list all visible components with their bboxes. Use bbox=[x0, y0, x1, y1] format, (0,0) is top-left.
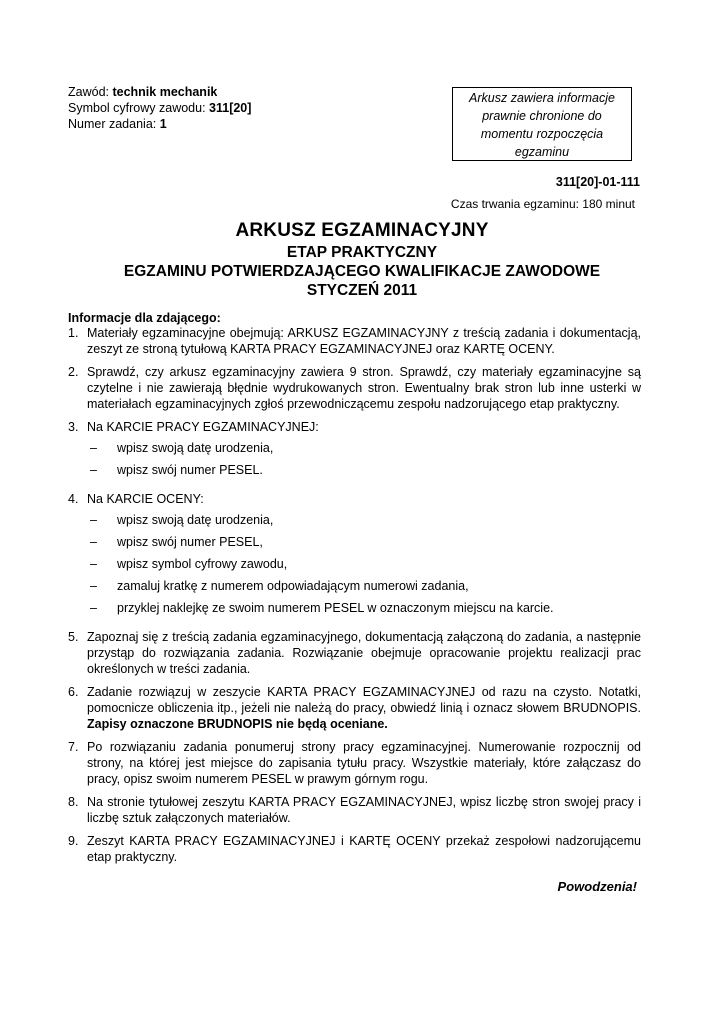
task-value: 1 bbox=[159, 117, 167, 131]
list-item bbox=[68, 794, 641, 826]
exam-header-info bbox=[68, 84, 251, 132]
item-number: 9. bbox=[68, 834, 79, 848]
item-body bbox=[87, 491, 641, 622]
item-number: 5. bbox=[68, 630, 79, 644]
item-number: 6. bbox=[68, 685, 79, 699]
dash-bullet: – bbox=[90, 441, 97, 455]
good-luck-text: Powodzenia! bbox=[557, 879, 637, 894]
exam-duration: Czas trwania egzaminu: 180 minut bbox=[450, 197, 635, 211]
item-number: 7. bbox=[68, 740, 79, 754]
item-number: 1. bbox=[68, 326, 79, 340]
dash-bullet: – bbox=[90, 513, 97, 527]
instructions-list bbox=[68, 325, 641, 872]
sub-item bbox=[87, 462, 641, 478]
notice-line: Arkusz zawiera informacje bbox=[469, 91, 615, 105]
symbol-value: 311[20] bbox=[209, 101, 252, 115]
profession-label: Zawód: bbox=[68, 85, 113, 99]
list-item bbox=[68, 419, 641, 484]
symbol-line bbox=[68, 100, 251, 116]
list-item bbox=[68, 833, 641, 865]
sub-item bbox=[87, 534, 641, 550]
item-text: Na stronie tytułowej zeszytu KARTA PRACY EGZAMINACYJNEJ, wpisz liczbę stron swojej pracy i liczbę sztuk załączonych materiałów. bbox=[87, 795, 641, 825]
exam-code: 311[20]-01-111 bbox=[555, 175, 640, 189]
item-number: 4. bbox=[68, 492, 79, 506]
dash-bullet: – bbox=[90, 557, 97, 571]
item-text: Sprawdź, czy arkusz egzaminacyjny zawiera 9 stron. Sprawdź, czy materiały egzaminacyjne są czytelne i nie zawierają błędnie wydrukowanych stron. Ewentualny brak stron lub inne usterki w materiałach egzaminacyjnych zgłoś przewodniczącemu zespołu nadzorującego etap praktyczny. bbox=[87, 365, 641, 411]
page-title: ARKUSZ EGZAMINACYJNY bbox=[235, 220, 489, 241]
sub-item bbox=[87, 578, 641, 594]
sub-item bbox=[87, 556, 641, 572]
sub-item-text: przyklej naklejkę ze swoim numerem PESEL w oznaczonym miejscu na karcie. bbox=[117, 601, 554, 615]
item-body bbox=[87, 684, 641, 732]
title-block bbox=[0, 219, 724, 300]
sub-item-text: wpisz symbol cyfrowy zawodu, bbox=[117, 557, 288, 571]
task-line bbox=[68, 116, 251, 132]
item-text: Materiały egzaminacyjne obejmują: ARKUSZ EGZAMINACYJNY z treścią zadania i dokumentacją, zeszyt ze stroną tytułową KARTA PRACY EGZAMINACYJNEJ oraz KARTĘ OCENY. bbox=[87, 326, 641, 356]
item-number: 2. bbox=[68, 365, 79, 379]
item-text: Zapoznaj się z treścią zadania egzaminacyjnego, dokumentacją załączoną do zadania, a następnie przystąp do rozwiązania zadania. Rozwiązanie obejmuje opracowanie projektu realizacji prac określonych w treści zadania. bbox=[87, 630, 641, 676]
title-date: STYCZEŃ 2011 bbox=[306, 282, 418, 299]
title-exam: EGZAMINU POTWIERDZAJĄCEGO KWALIFIKACJE ZAWODOWE bbox=[123, 263, 601, 280]
title-stage: ETAP PRAKTYCZNY bbox=[286, 244, 438, 261]
profession-value: technik mechanik bbox=[112, 85, 218, 99]
info-heading: Informacje dla zdającego: bbox=[68, 311, 221, 325]
sub-item-text: zamaluj kratkę z numerem odpowiadającym numerowi zadania, bbox=[117, 579, 469, 593]
list-item bbox=[68, 491, 641, 622]
dash-bullet: – bbox=[90, 579, 97, 593]
profession-line bbox=[68, 84, 251, 100]
sub-item bbox=[87, 512, 641, 528]
item-number: 3. bbox=[68, 420, 79, 434]
item-text: Na KARCIE OCENY: bbox=[87, 492, 204, 506]
task-label: Numer zadania: bbox=[68, 117, 160, 131]
sub-item-text: wpisz swój numer PESEL, bbox=[117, 535, 263, 549]
item-bold-text: Zapisy oznaczone BRUDNOPIS nie będą oceniane. bbox=[87, 717, 388, 731]
confidential-notice-box bbox=[452, 87, 632, 161]
sub-item bbox=[87, 600, 641, 616]
list-item bbox=[68, 739, 641, 787]
list-item bbox=[68, 629, 641, 677]
sub-item-text: wpisz swój numer PESEL. bbox=[117, 463, 263, 477]
sub-item-text: wpisz swoją datę urodzenia, bbox=[117, 513, 274, 527]
dash-bullet: – bbox=[90, 463, 97, 477]
list-item bbox=[68, 684, 641, 732]
sub-item bbox=[87, 440, 641, 456]
sub-item-text: wpisz swoją datę urodzenia, bbox=[117, 441, 274, 455]
item-text: Na KARCIE PRACY EGZAMINACYJNEJ: bbox=[87, 420, 319, 434]
dash-bullet: – bbox=[90, 601, 97, 615]
item-text: Po rozwiązaniu zadania ponumeruj strony pracy egzaminacyjnej. Numerowanie rozpocznij od strony, na której jest miejsce do zapisania tytułu pracy. Wszystkie materiały, które załączasz do pracy, opisz swoim numerem PESEL w prawym górnym rogu. bbox=[87, 740, 641, 786]
symbol-label: Symbol cyfrowy zawodu: bbox=[68, 101, 210, 115]
dash-bullet: – bbox=[90, 535, 97, 549]
item-text: Zeszyt KARTA PRACY EGZAMINACYJNEJ i KARTĘ OCENY przekaż zespołowi nadzorującemu etap praktyczny. bbox=[87, 834, 641, 864]
item-text: Zadanie rozwiązuj w zeszycie KARTA PRACY EGZAMINACYJNEJ od razu na czysto. Notatki, pomocnicze obliczenia itp., jeżeli nie należą do pracy, obwiedź linią i oznacz słowem BRUDNOPIS. bbox=[87, 685, 641, 715]
item-body bbox=[87, 419, 641, 484]
list-item bbox=[68, 364, 641, 412]
list-item bbox=[68, 325, 641, 357]
notice-line: prawnie chronione do bbox=[482, 109, 602, 123]
item-number: 8. bbox=[68, 795, 79, 809]
notice-line: egzaminu bbox=[514, 145, 570, 159]
notice-line: momentu rozpoczęcia bbox=[480, 127, 604, 141]
